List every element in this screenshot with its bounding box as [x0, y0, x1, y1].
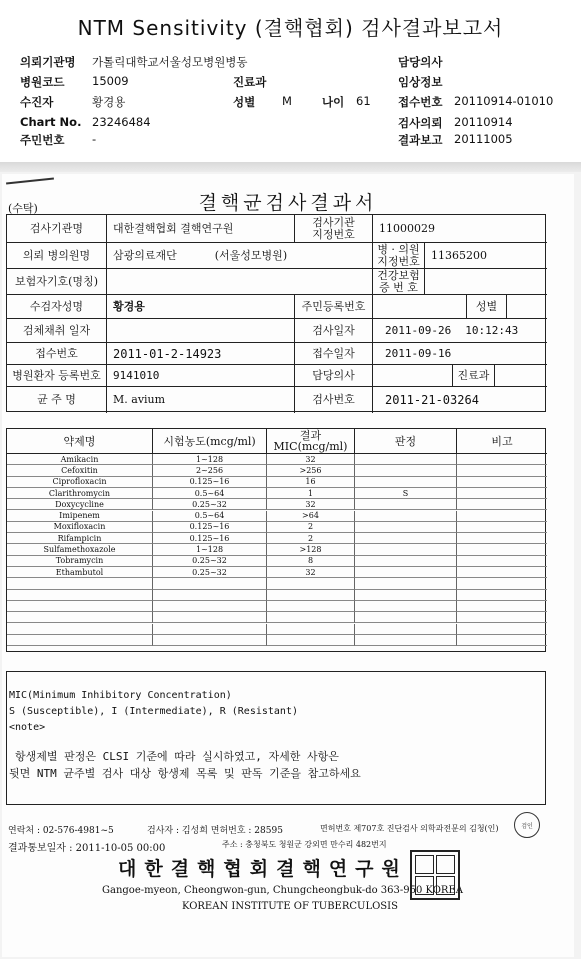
institute-name: 대한결핵협회결핵연구원 — [118, 858, 408, 880]
pen-mark — [6, 177, 54, 184]
patient-name-label: 수검자성명 — [7, 295, 107, 319]
hospital-patient-no-value: 9141010 — [107, 365, 295, 387]
remark-cell — [457, 544, 547, 555]
accession-value: 2011-01-2-14923 — [107, 343, 295, 365]
report-title: NTM Sensitivity (결핵협회) 검사결과보고서 — [77, 16, 504, 40]
health-insurance-label-line1: 건강보험 — [377, 268, 420, 282]
sheet-title: 결핵균검사결과서 — [198, 192, 378, 214]
footer-report-date: 결과통보일자 : 2011-10-05 00:00 — [8, 843, 166, 854]
report-date-value: 20111005 — [454, 132, 513, 146]
test-range-cell — [153, 624, 267, 635]
test-range-cell: 0.25~32 — [153, 567, 267, 578]
drug-name-cell: Tobramycin — [7, 556, 153, 567]
sex-label: 성별 — [233, 95, 256, 109]
drug-name-cell: Sulfamethoxazole — [7, 544, 153, 555]
request-date-label: 검사의뢰 — [398, 116, 443, 130]
age-label: 나이 — [322, 95, 345, 109]
footer-address-kr: 주소 : 충청북도 청원군 강외면 만수리 482번지 — [222, 840, 387, 849]
remark-cell — [457, 601, 547, 612]
test-date-value: 2011-09-26 — [385, 323, 452, 337]
interpretation-cell — [355, 511, 457, 522]
mic-cell: 1 — [267, 488, 355, 499]
insured-label: 보험자기호(명칭) — [7, 269, 107, 295]
organism-value: M. avium — [107, 387, 295, 413]
susceptibility-table — [6, 428, 546, 652]
mic-cell: 32 — [267, 567, 355, 578]
physician-value — [373, 365, 453, 387]
remark-cell — [457, 624, 547, 635]
test-range-cell: 1~128 — [153, 544, 267, 555]
interpretation-cell — [355, 477, 457, 488]
mic-cell: 32 — [267, 499, 355, 510]
interpretation-cell — [355, 612, 457, 623]
official-seal — [410, 850, 460, 900]
lab-code-label — [295, 215, 373, 243]
drug-name-cell: Rifampicin — [7, 533, 153, 544]
remark-cell — [457, 567, 547, 578]
interpretation-cell — [355, 544, 457, 555]
clinic-code-label-line2: 지정번호 — [377, 254, 420, 268]
mic-cell — [267, 624, 355, 635]
header-interpretation: 판정 — [355, 429, 457, 454]
insured-value — [107, 269, 373, 295]
mic-cell — [267, 578, 355, 589]
test-range-cell: 0.25~32 — [153, 499, 267, 510]
health-insurance-value — [425, 269, 547, 295]
chart-no-label: Chart No. — [20, 115, 82, 129]
interpretation-cell: S — [355, 488, 457, 499]
test-no-value: 2011-21-03264 — [385, 393, 479, 407]
remark-cell — [457, 465, 547, 476]
remark-cell — [457, 533, 547, 544]
scanned-result-sheet — [0, 172, 581, 959]
interpretation-cell — [355, 522, 457, 533]
test-no-label: 검사번호 — [295, 387, 373, 413]
physician-label: 담당의사 — [295, 365, 373, 387]
mic-cell: 2 — [267, 522, 355, 533]
info-grid — [6, 214, 546, 412]
resident-no-label: 주민번호 — [20, 133, 65, 147]
patient-value: 황경용 — [92, 95, 126, 109]
chart-no-value: 23246484 — [92, 115, 151, 129]
institution-value: 가톨릭대학교서울성모병원병동 — [92, 55, 248, 69]
sir-definition: S (Susceptible), I (Intermediate), R (Resistant) — [9, 706, 298, 717]
header-mic — [267, 429, 355, 454]
test-range-cell — [153, 612, 267, 623]
test-range-cell — [153, 590, 267, 601]
sex-value — [507, 295, 547, 319]
clinical-info-label: 임상정보 — [398, 75, 443, 89]
patient-label: 수진자 — [20, 95, 54, 109]
test-range-cell: 0.125~16 — [153, 477, 267, 488]
sheet-paper — [2, 174, 574, 957]
institute-address-en: Gangoe-myeon, Cheongwon-gun, Chungcheongbuk-do 363-950 KOREA — [102, 885, 463, 896]
remark-cell — [457, 499, 547, 510]
sex-value: M — [282, 94, 292, 108]
test-date-label: 검사일자 — [295, 319, 373, 343]
report-date-label: 결과보고 — [398, 133, 443, 147]
note-line-2: 뒷면 NTM 균주별 검사 대상 항생제 목록 및 판독 기준을 참고하세요 — [9, 767, 361, 780]
drug-name-cell — [7, 578, 153, 589]
clinic-code-label-line1: 병 · 의원 — [377, 242, 420, 256]
interpretation-cell — [355, 590, 457, 601]
drug-name-cell: Imipenem — [7, 511, 153, 522]
receipt-no-value: 20110914-01010 — [454, 94, 554, 108]
lab-code-label-line1: 검사기관 — [312, 215, 355, 229]
mic-cell: 2 — [267, 533, 355, 544]
mic-cell: 16 — [267, 477, 355, 488]
hospital-patient-no-label: 병원환자 등록번호 — [7, 365, 107, 387]
mic-cell — [267, 635, 355, 646]
age-value: 61 — [356, 94, 371, 108]
drug-name-cell: Doxycycline — [7, 499, 153, 510]
department-label: 진료과 — [453, 365, 495, 387]
mic-cell: 8 — [267, 556, 355, 567]
drug-name-cell — [7, 612, 153, 623]
mic-cell — [267, 601, 355, 612]
header-mic-line1: 결과 — [299, 429, 322, 442]
header-mic-line2: MIC(mcg/ml) — [273, 440, 348, 453]
sex-label: 성별 — [467, 295, 507, 319]
header-test-range: 시험농도(mcg/ml) — [153, 429, 267, 454]
referring-hospital-value: 삼광의료재단 — [113, 248, 177, 262]
test-range-cell — [153, 601, 267, 612]
test-range-cell: 2~256 — [153, 465, 267, 476]
header-remark: 비고 — [457, 429, 547, 454]
remark-cell — [457, 556, 547, 567]
drug-name-cell: Ethambutol — [7, 567, 153, 578]
drug-name-cell — [7, 590, 153, 601]
remark-cell — [457, 612, 547, 623]
test-range-cell: 0.125~16 — [153, 533, 267, 544]
referring-hospital-note: (서울성모병원) — [214, 248, 288, 262]
institution-label: 의뢰기관명 — [20, 55, 76, 69]
clinic-code-label — [373, 243, 425, 269]
section-divider — [0, 162, 581, 172]
drug-name-cell — [7, 601, 153, 612]
interpretation-cell — [355, 635, 457, 646]
lab-code-label-line2: 지정번호 — [312, 227, 355, 241]
resident-no-value — [373, 295, 467, 319]
referring-hospital-cell — [107, 243, 373, 269]
interpretation-cell — [355, 454, 457, 465]
remark-cell — [457, 454, 547, 465]
remark-cell — [457, 635, 547, 646]
mic-cell — [267, 590, 355, 601]
interpretation-cell — [355, 533, 457, 544]
mic-cell: >128 — [267, 544, 355, 555]
health-insurance-label — [373, 269, 425, 295]
mic-cell: 32 — [267, 454, 355, 465]
received-label: (수탁) — [8, 202, 38, 215]
test-date-cell — [373, 319, 547, 343]
interpretation-cell — [355, 499, 457, 510]
test-time-value: 10:12:43 — [465, 323, 519, 337]
remark-cell — [457, 477, 547, 488]
test-range-cell — [153, 578, 267, 589]
collection-date-label: 검체채취 일자 — [7, 319, 107, 343]
department-value — [495, 365, 547, 387]
referring-hospital-label: 의뢰 병의원명 — [7, 243, 107, 269]
resident-no-label: 주민등록번호 — [295, 295, 373, 319]
drug-name-cell: Clarithromycin — [7, 488, 153, 499]
mic-cell — [267, 612, 355, 623]
footer-pathologist: 면허번호 제707호 진단검사 의학과전문의 김청(인) — [320, 824, 499, 833]
request-date-value: 20110914 — [454, 115, 513, 129]
patient-name-value: 황경용 — [107, 295, 295, 319]
note-label: <note> — [9, 722, 46, 733]
notes-box — [6, 671, 546, 805]
mic-cell: >64 — [267, 511, 355, 522]
footer-examiner: 검사자 : 김성희 면허번호 : 28595 — [147, 826, 283, 836]
drug-name-cell: Amikacin — [7, 454, 153, 465]
test-range-cell: 1~128 — [153, 454, 267, 465]
resident-no-value: - — [92, 132, 97, 146]
drug-name-cell — [7, 624, 153, 635]
clinic-code-value: 11365200 — [425, 243, 547, 269]
organism-label: 균 주 명 — [7, 387, 107, 413]
test-range-cell — [153, 635, 267, 646]
hospital-code-value: 15009 — [92, 74, 129, 88]
remark-cell — [457, 578, 547, 589]
receipt-no-label: 접수번호 — [398, 95, 443, 109]
remark-cell — [457, 590, 547, 601]
remark-cell — [457, 511, 547, 522]
lab-code-value: 11000029 — [373, 215, 547, 243]
test-range-cell: 0.125~16 — [153, 522, 267, 533]
interpretation-cell — [355, 578, 457, 589]
test-range-cell: 0.5~64 — [153, 511, 267, 522]
drug-name-cell — [7, 635, 153, 646]
health-insurance-label-line2: 증 번 호 — [379, 280, 418, 294]
hospital-code-label: 병원코드 — [20, 75, 65, 89]
receipt-date-label: 접수일자 — [295, 343, 373, 365]
lab-name-label: 검사기관명 — [7, 215, 107, 243]
note-line-1: 항생제별 판정은 CLSI 기준에 따라 실시하였고, 자세한 사항은 — [15, 750, 339, 763]
remark-cell — [457, 522, 547, 533]
mic-cell: >256 — [267, 465, 355, 476]
test-range-cell: 0.5~64 — [153, 488, 267, 499]
receipt-date-value: 2011-09-16 — [373, 343, 547, 365]
drug-name-cell: Ciprofloxacin — [7, 477, 153, 488]
drug-name-cell: Moxifloxacin — [7, 522, 153, 533]
footer-contact: 연락처 : 02-576-4981~5 — [8, 826, 114, 836]
institute-name-en: KOREAN INSTITUTE OF TUBERCULOSIS — [182, 901, 398, 912]
header-drug: 약제명 — [7, 429, 153, 454]
round-stamp: 검인 — [514, 812, 540, 838]
accession-label: 접수번호 — [7, 343, 107, 365]
lab-name-value: 대한결핵협회 결핵연구원 — [107, 215, 295, 243]
mic-definition: MIC(Minimum Inhibitory Concentration) — [9, 690, 232, 701]
department-label: 진료과 — [233, 75, 267, 89]
doctor-label: 담당의사 — [398, 55, 443, 69]
interpretation-cell — [355, 556, 457, 567]
interpretation-cell — [355, 624, 457, 635]
report-header — [0, 0, 581, 162]
remark-cell — [457, 488, 547, 499]
interpretation-cell — [355, 567, 457, 578]
interpretation-cell — [355, 601, 457, 612]
test-range-cell: 0.25~32 — [153, 556, 267, 567]
drug-name-cell: Cefoxitin — [7, 465, 153, 476]
collection-date-value — [107, 319, 295, 343]
interpretation-cell — [355, 465, 457, 476]
